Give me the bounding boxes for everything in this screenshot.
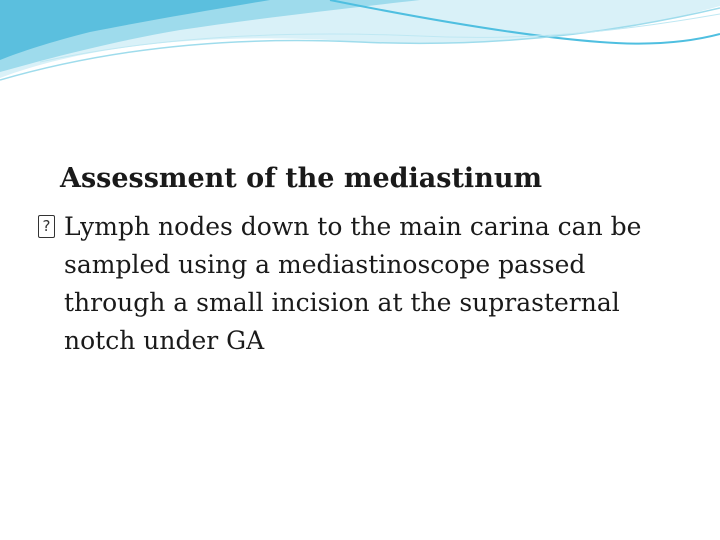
bullet-text: Lymph nodes down to the main carina can be sampled using a mediastinoscope passed through a small incision at the suprasternal notch under GA — [64, 212, 642, 355]
slide-title: Assessment of the mediastinum — [60, 163, 543, 194]
bullet-item — [36, 208, 686, 360]
bullet-list — [36, 208, 686, 360]
header-wave-decoration — [0, 0, 720, 90]
bullet-marker-icon: ? — [38, 215, 55, 238]
